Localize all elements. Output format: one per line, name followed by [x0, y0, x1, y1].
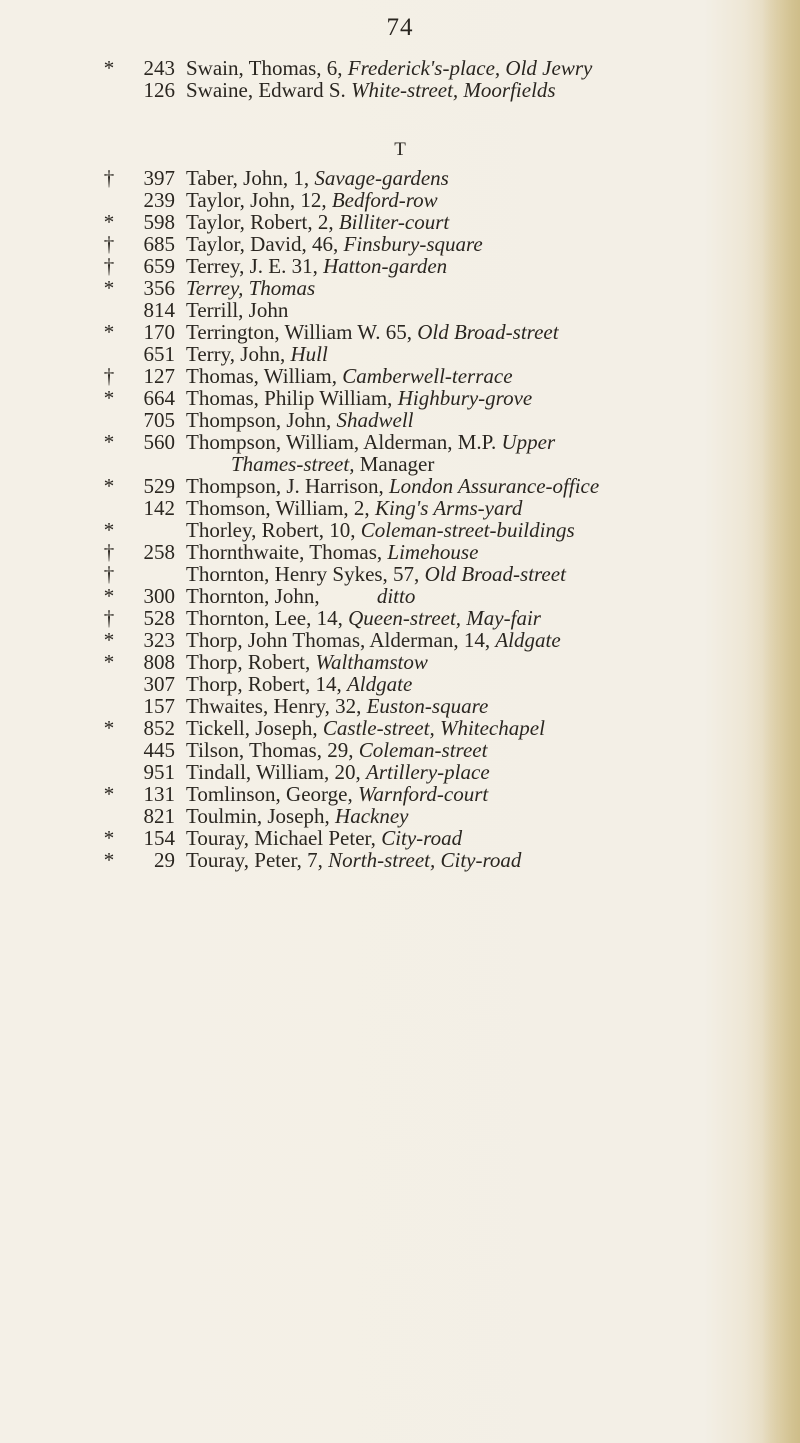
directory-entry [0, 321, 800, 343]
entry-number: 170 [143, 320, 175, 344]
directory-entry [0, 453, 800, 475]
entry-name: Thornthwaite, Thomas, [186, 540, 388, 564]
directory-entry [0, 233, 800, 255]
entry-address: Warnford-court [357, 782, 489, 806]
entry-text [186, 365, 513, 387]
entry-name: Taylor, John, 12, [186, 188, 332, 212]
entry-text [186, 343, 328, 365]
entry-text [186, 409, 414, 431]
entry-text [186, 673, 412, 695]
entry-text [186, 475, 599, 497]
entry-number: 126 [143, 78, 175, 102]
directory-entry [0, 761, 800, 783]
directory-entry [0, 717, 800, 739]
entries-before-section [0, 57, 800, 101]
entry-address: Hackney [335, 804, 409, 828]
entry-text [186, 563, 566, 585]
entry-number: 127 [143, 364, 175, 388]
entry-number: 29 [154, 848, 175, 872]
entry-name: Touray, Michael Peter, [186, 826, 382, 850]
entry-name: Thorp, Robert, [186, 650, 316, 674]
directory-entry [0, 431, 800, 453]
directory-entry [0, 541, 800, 563]
entry-name: Thompson, J. Harrison, [186, 474, 389, 498]
entry-text [186, 695, 488, 717]
entry-mark: * [103, 716, 115, 740]
entry-text [186, 321, 559, 343]
entry-address: Limehouse [387, 540, 479, 564]
directory-entry [0, 739, 800, 761]
entry-address: Hatton-garden [323, 254, 448, 278]
entry-address: Billiter-court [338, 210, 450, 234]
entry-number: 814 [143, 298, 175, 322]
entry-address: Aldgate [495, 628, 561, 652]
entry-address: Terrey, Thomas [186, 276, 316, 300]
directory-entry [0, 849, 800, 871]
entry-text [186, 233, 483, 255]
entries-section-t [0, 167, 800, 871]
entry-number: 598 [143, 210, 175, 234]
entry-number: 142 [143, 496, 175, 520]
entry-number: 157 [143, 694, 175, 718]
entry-address: City-road [381, 826, 463, 850]
entry-name: Terrington, William W. 65, [186, 320, 418, 344]
entry-name: Thorp, John Thomas, Alderman, 14, [186, 628, 496, 652]
directory-entry [0, 277, 800, 299]
directory-entry [0, 783, 800, 805]
entry-address: Aldgate [346, 672, 413, 696]
entry-number: 528 [143, 606, 175, 630]
entry-name: Thornton, John, [186, 584, 325, 608]
entry-mark: † [103, 562, 115, 586]
entry-name: Tickell, Joseph, [186, 716, 323, 740]
entry-mark: * [103, 650, 115, 674]
directory-entry [0, 629, 800, 651]
entry-name: Thomas, William, [186, 364, 343, 388]
directory-entry [0, 607, 800, 629]
entry-text [186, 57, 592, 79]
entry-address: Artillery-place [366, 760, 490, 784]
entry-number: 154 [143, 826, 175, 850]
entry-name: Thornton, Henry Sykes, 57, [186, 562, 425, 586]
entry-number: 821 [143, 804, 175, 828]
entry-mark: * [103, 56, 115, 80]
entry-mark: * [103, 210, 115, 234]
entry-address: Hull [290, 342, 328, 366]
entry-address: Savage-gardens [314, 166, 449, 190]
entry-name: Thomas, Philip William, [186, 386, 398, 410]
entry-address: Coleman-street [358, 738, 488, 762]
entry-name: Swaine, Edward S. [186, 78, 352, 102]
entry-name: Terrill, John [186, 298, 289, 322]
directory-entry [0, 255, 800, 277]
entry-number: 664 [143, 386, 175, 410]
entry-address: Coleman-street-buildings [360, 518, 575, 542]
directory-entry [0, 585, 800, 607]
entry-number: 397 [143, 166, 175, 190]
entry-name: Tindall, William, 20, [186, 760, 367, 784]
entry-mark: * [103, 826, 115, 850]
entry-number: 300 [143, 584, 175, 608]
entry-mark: † [103, 166, 115, 190]
entry-name: Taber, John, 1, [186, 166, 315, 190]
entry-text [186, 277, 315, 299]
entry-number: 131 [143, 782, 175, 806]
directory-entry [0, 299, 800, 321]
entry-name: Taylor, David, 46, [186, 232, 344, 256]
directory-entry [0, 651, 800, 673]
entry-address: Bedford-row [331, 188, 438, 212]
entry-mark: * [103, 430, 115, 454]
entry-text [186, 607, 541, 629]
directory-entry [0, 365, 800, 387]
entry-address: Old Broad-street [417, 320, 559, 344]
entry-mark: * [103, 782, 115, 806]
directory-entry [0, 189, 800, 211]
entry-address: ditto [376, 584, 416, 608]
entry-mark: * [103, 584, 115, 608]
directory-entry [0, 673, 800, 695]
entry-text [186, 387, 532, 409]
directory-entry [0, 343, 800, 365]
entry-text [186, 827, 462, 849]
entry-address: Frederick's-place, Old Jewry [347, 56, 593, 80]
entry-name: Swain, Thomas, 6, [186, 56, 348, 80]
entry-text [186, 783, 488, 805]
entry-number: 659 [143, 254, 175, 278]
directory-entry [0, 519, 800, 541]
entry-mark: * [103, 848, 115, 872]
entry-mark: * [103, 518, 115, 542]
entry-number: 239 [143, 188, 175, 212]
entry-mark: † [103, 254, 115, 278]
entry-address: Finsbury-square [343, 232, 483, 256]
entry-name: Thornton, Lee, 14, [186, 606, 349, 630]
directory-entry [0, 167, 800, 189]
entry-mark: † [103, 364, 115, 388]
entry-name: Tomlinson, George, [186, 782, 358, 806]
directory-entry [0, 695, 800, 717]
entry-text [186, 717, 545, 739]
entry-address: White-street, Moorfields [351, 78, 556, 102]
page-number: 74 [386, 14, 414, 41]
entry-address: King's Arms-yard [374, 496, 523, 520]
entry-text [186, 431, 555, 453]
entry-name: Thorp, Robert, 14, [186, 672, 347, 696]
directory-entry [0, 387, 800, 409]
entry-text [186, 541, 478, 563]
entry-text [186, 519, 575, 541]
entry-text [186, 255, 447, 277]
entry-text [186, 189, 438, 211]
entry-number: 685 [143, 232, 175, 256]
entry-address: Walthamstow [315, 650, 428, 674]
entry-name: Taylor, Robert, 2, [186, 210, 339, 234]
section-letter: T [394, 139, 406, 160]
entry-mark: † [103, 540, 115, 564]
entry-text [186, 79, 556, 101]
entry-text [231, 453, 434, 475]
directory-entry [0, 79, 800, 101]
entry-number: 243 [143, 56, 175, 80]
directory-entry [0, 57, 800, 79]
entry-address: Highbury-grove [397, 386, 533, 410]
directory-entry [0, 409, 800, 431]
entry-number: 651 [143, 342, 175, 366]
entry-text [186, 497, 522, 519]
directory-entry [0, 805, 800, 827]
entry-address: Camberwell-terrace [342, 364, 513, 388]
entry-mark: † [103, 606, 115, 630]
entry-address: Thames-street, [231, 452, 360, 476]
directory-entry [0, 497, 800, 519]
entry-text [186, 651, 428, 673]
entry-text [186, 585, 415, 607]
entry-text [186, 805, 408, 827]
entry-name: Terry, John, [186, 342, 291, 366]
entry-address: Castle-street, Whitechapel [322, 716, 545, 740]
entry-number: 951 [143, 760, 175, 784]
entry-address: Upper [501, 430, 556, 454]
entry-address: London Assurance-office [389, 474, 600, 498]
entry-address: Old Broad-street [424, 562, 566, 586]
entry-suffix: Manager [359, 452, 435, 476]
entry-address: North-street, City-road [328, 848, 522, 872]
entry-mark: * [103, 474, 115, 498]
entry-text [186, 299, 288, 321]
entry-number: 560 [143, 430, 175, 454]
directory-entry [0, 475, 800, 497]
section-gap [0, 101, 800, 132]
entry-number: 323 [143, 628, 175, 652]
entry-name: Terrey, J. E. 31, [186, 254, 324, 278]
entry-mark: * [103, 320, 115, 344]
entry-address: Euston-square [366, 694, 489, 718]
entry-mark: * [103, 628, 115, 652]
entry-text [186, 629, 561, 651]
entry-name: Toulmin, Joseph, [186, 804, 336, 828]
entry-number: 307 [143, 672, 175, 696]
entry-number: 705 [143, 408, 175, 432]
entry-name: Tilson, Thomas, 29, [186, 738, 359, 762]
entry-name: Touray, Peter, 7, [186, 848, 329, 872]
entry-name: Thompson, John, [186, 408, 337, 432]
entry-name: Thorley, Robert, 10, [186, 518, 361, 542]
entry-text [186, 211, 449, 233]
entry-number: 356 [143, 276, 175, 300]
entry-address: Shadwell [336, 408, 414, 432]
entry-mark: † [103, 232, 115, 256]
entry-text [186, 167, 449, 189]
entry-mark: * [103, 386, 115, 410]
directory-entries [0, 57, 800, 871]
entry-text [186, 761, 490, 783]
entry-number: 808 [143, 650, 175, 674]
entry-mark: * [103, 276, 115, 300]
entry-number: 529 [143, 474, 175, 498]
directory-entry [0, 563, 800, 585]
entry-name: Thomson, William, 2, [186, 496, 375, 520]
directory-entry [0, 827, 800, 849]
entry-text [186, 739, 487, 761]
entry-number: 852 [143, 716, 175, 740]
entry-number: 445 [143, 738, 175, 762]
entry-text [186, 849, 521, 871]
entry-name: Thompson, William, Alderman, M.P. [186, 430, 502, 454]
entry-number: 258 [143, 540, 175, 564]
directory-entry [0, 211, 800, 233]
entry-address: Queen-street, May-fair [348, 606, 541, 630]
entry-name: Thwaites, Henry, 32, [186, 694, 367, 718]
